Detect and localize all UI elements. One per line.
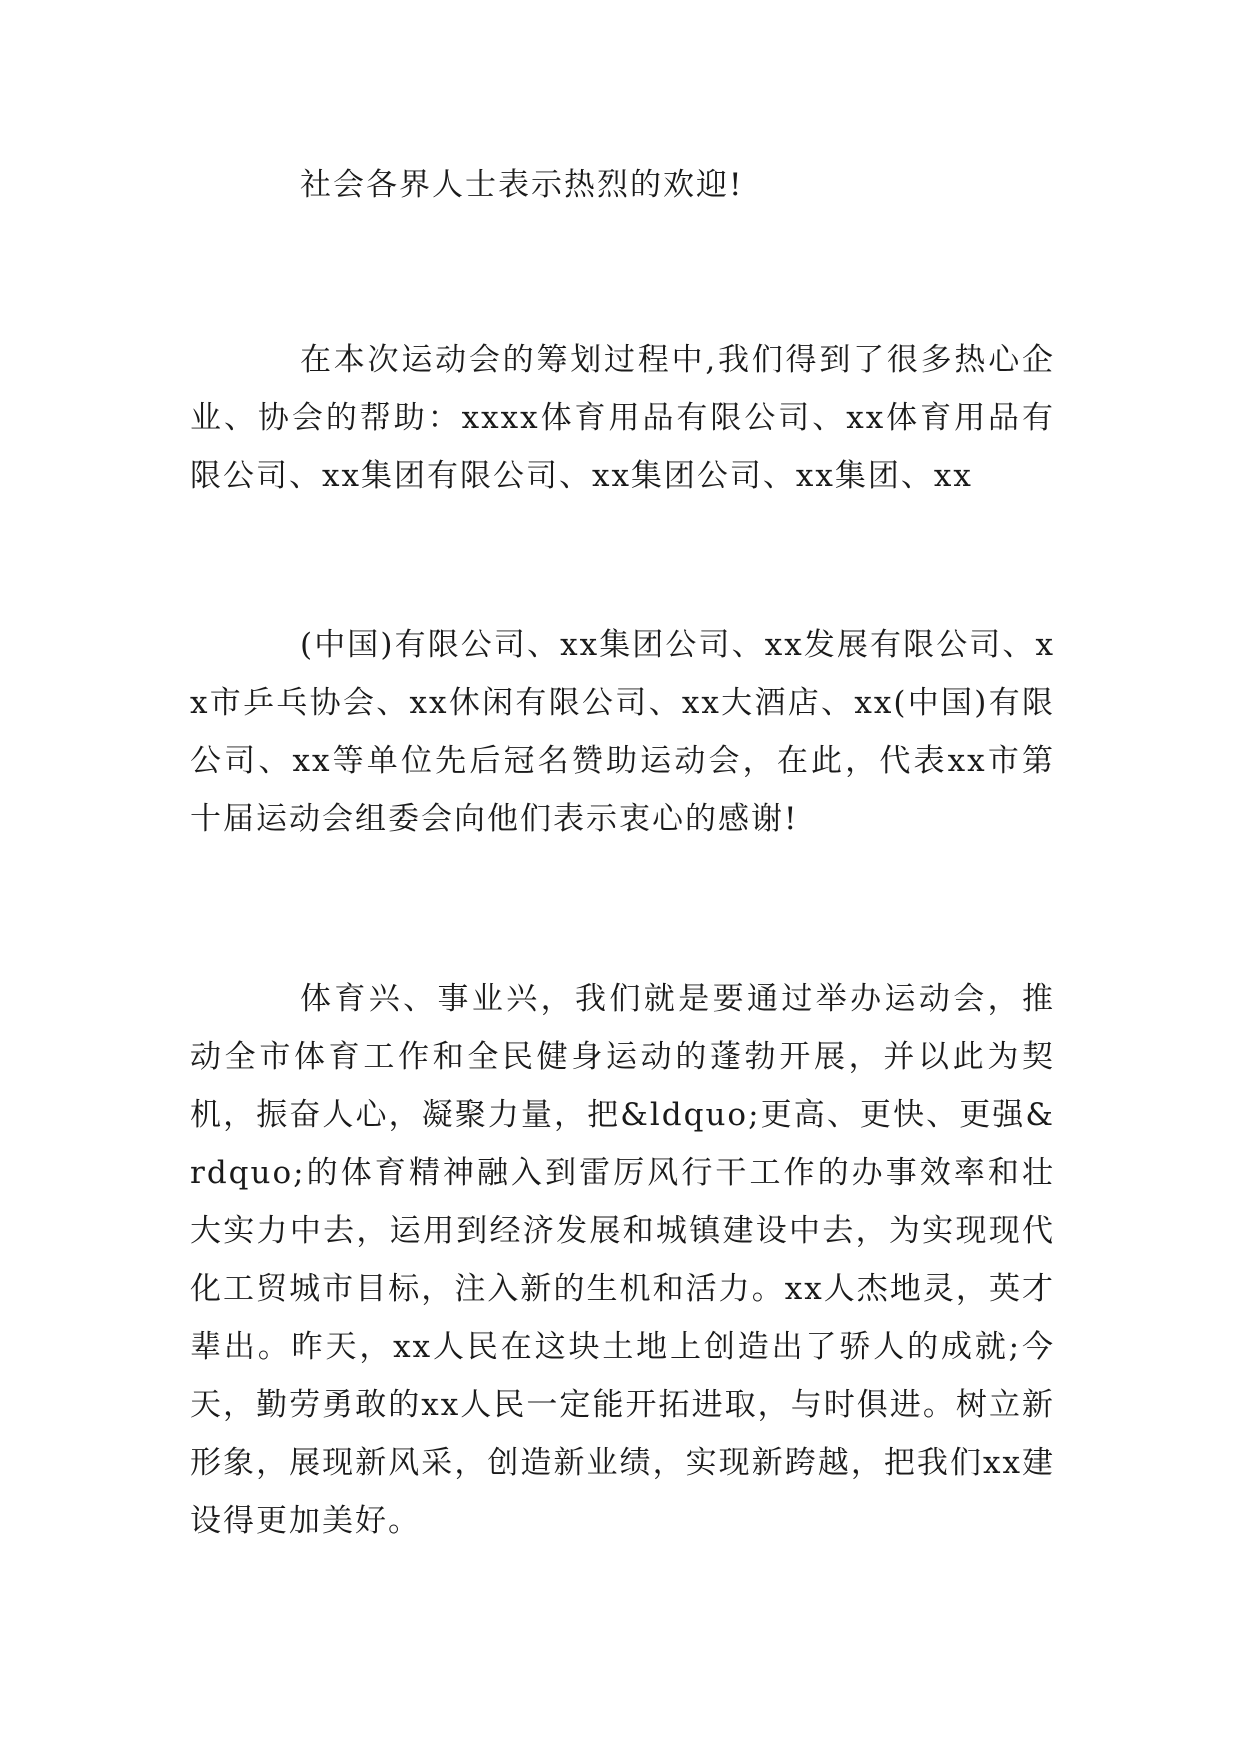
paragraph-sponsors-thanks: (中国)有限公司、xx集团公司、xx发展有限公司、xx市乒乓协会、xx休闲有限公司、xx大酒店、xx(中国)有限公司、xx等单位先后冠名赞助运动会，在此，代表xx市第十届运动会组委会向他们表示衷心的感谢! (190, 627, 1055, 837)
paragraph-sponsors-intro: 在本次运动会的筹划过程中,我们得到了很多热心企业、协会的帮助：xxxx体育用品有限公司、xx体育用品有限公司、xx集团有限公司、xx集团公司、xx集团、xx (190, 342, 1055, 494)
paragraph-welcome: 社会各界人士表示热烈的欢迎! (300, 167, 744, 203)
paragraph-sports-spirit: 体育兴、事业兴，我们就是要通过举办运动会，推动全市体育工作和全民健身运动的蓬勃开展，并以此为契机，振奋人心，凝聚力量，把&ldquo;更高、更快、更强&rdquo;的体育精神融入到雷厉风行干工作的办事效率和壮大实力中去，运用到经济发展和城镇建设中去，为实现现代化工贸城市目标，注入新的生机和活力。xx人杰地灵，英才辈出。昨天，xx人民在这块土地上创造出了骄人的成就;今天，勤劳勇敢的xx人民一定能开拓进取，与时俱进。树立新形象，展现新风采，创造新业绩，实现新跨越，把我们xx建设得更加美好。 (190, 981, 1055, 1539)
